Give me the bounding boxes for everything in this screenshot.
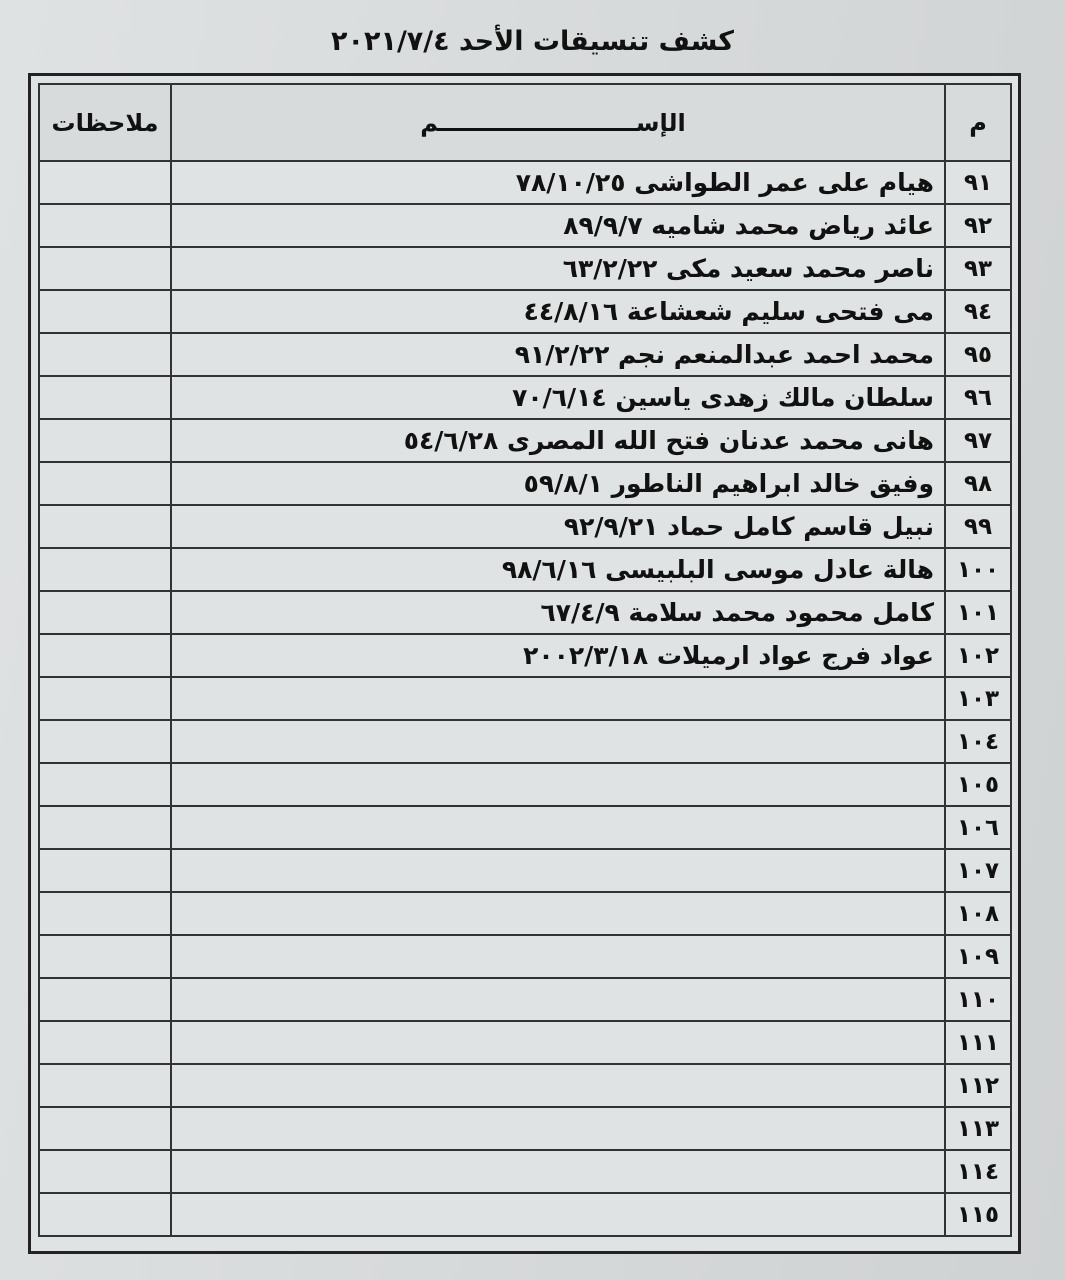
row-number: ١٠٢ [945,634,1011,677]
row-notes [39,634,171,677]
row-name: هالة عادل موسى البلبيسى ٩٨/٦/١٦ [171,548,945,591]
row-notes [39,677,171,720]
row-number: ١٠٦ [945,806,1011,849]
row-name [171,1064,945,1107]
table-frame [28,73,1021,1254]
row-number: ١٠٠ [945,548,1011,591]
row-name: عواد فرج عواد ارميلات ٢٠٠٢/٣/١٨ [171,634,945,677]
row-notes [39,849,171,892]
row-number: ١١٣ [945,1107,1011,1150]
row-notes [39,333,171,376]
table-row [39,505,1011,548]
row-name: وفيق خالد ابراهيم الناطور ٥٩/٨/١ [171,462,945,505]
table-row [39,247,1011,290]
header-notes: ملاحظات [39,84,171,161]
names-table [38,83,1012,1237]
page-title: كشف تنسيقات الأحد ٢٠٢١/٧/٤ [331,26,734,57]
row-notes [39,806,171,849]
table-row [39,376,1011,419]
row-name [171,763,945,806]
row-name: هيام على عمر الطواشى ٧٨/١٠/٢٥ [171,161,945,204]
row-notes [39,419,171,462]
table-body [39,161,1011,1236]
row-number: ٩١ [945,161,1011,204]
table-row [39,892,1011,935]
row-name [171,892,945,935]
row-notes [39,1021,171,1064]
row-name [171,849,945,892]
row-number: ١٠٥ [945,763,1011,806]
table-row [39,204,1011,247]
row-name: ناصر محمد سعيد مكى ٦٣/٢/٢٢ [171,247,945,290]
table-header-row [39,84,1011,161]
row-notes [39,462,171,505]
table-row [39,806,1011,849]
row-name [171,978,945,1021]
row-name [171,806,945,849]
row-number: ٩٦ [945,376,1011,419]
row-name: مى فتحى سليم شعشاعة ٤٤/٨/١٦ [171,290,945,333]
table-row [39,849,1011,892]
table-row [39,1150,1011,1193]
table-row [39,419,1011,462]
row-name [171,1150,945,1193]
row-name: كامل محمود محمد سلامة ٦٧/٤/٩ [171,591,945,634]
row-name: محمد احمد عبدالمنعم نجم ٩١/٢/٢٢ [171,333,945,376]
row-name [171,720,945,763]
row-number: ١١٤ [945,1150,1011,1193]
row-name [171,935,945,978]
row-number: ١١٥ [945,1193,1011,1236]
row-number: ٩٩ [945,505,1011,548]
table-row [39,548,1011,591]
table-row [39,333,1011,376]
row-name [171,1107,945,1150]
row-name [171,1193,945,1236]
table-row [39,720,1011,763]
row-notes [39,1193,171,1236]
row-number: ١٠٣ [945,677,1011,720]
table-row [39,1107,1011,1150]
table-row [39,935,1011,978]
row-number: ٩٨ [945,462,1011,505]
row-notes [39,892,171,935]
row-number: ١٠٩ [945,935,1011,978]
row-notes [39,720,171,763]
table-row [39,677,1011,720]
table-row [39,1021,1011,1064]
row-notes [39,763,171,806]
table-row [39,763,1011,806]
table-row [39,290,1011,333]
table-row [39,1064,1011,1107]
row-number: ٩٧ [945,419,1011,462]
row-notes [39,1064,171,1107]
row-notes [39,935,171,978]
row-name [171,677,945,720]
row-number: ٩٣ [945,247,1011,290]
table-row [39,1193,1011,1236]
row-name: نبيل قاسم كامل حماد ٩٢/٩/٢١ [171,505,945,548]
row-notes [39,1150,171,1193]
table-row [39,634,1011,677]
table-row [39,161,1011,204]
row-notes [39,376,171,419]
row-notes [39,247,171,290]
row-number: ١١١ [945,1021,1011,1064]
row-notes [39,204,171,247]
table-row [39,462,1011,505]
row-name [171,1021,945,1064]
row-notes [39,505,171,548]
table-row [39,591,1011,634]
row-name: سلطان مالك زهدى ياسين ٧٠/٦/١٤ [171,376,945,419]
row-notes [39,1107,171,1150]
row-notes [39,548,171,591]
row-notes [39,161,171,204]
row-notes [39,978,171,1021]
row-number: ١١٠ [945,978,1011,1021]
header-name: الإســــــــــــــــــــــــم [171,84,945,161]
row-name: هانى محمد عدنان فتح الله المصرى ٥٤/٦/٢٨ [171,419,945,462]
header-num: م [945,84,1011,161]
row-name: عائد رياض محمد شاميه ٨٩/٩/٧ [171,204,945,247]
row-notes [39,290,171,333]
row-number: ١١٢ [945,1064,1011,1107]
row-number: ٩٢ [945,204,1011,247]
table-row [39,978,1011,1021]
row-number: ١٠١ [945,591,1011,634]
row-number: ٩٤ [945,290,1011,333]
row-number: ١٠٨ [945,892,1011,935]
row-number: ١٠٤ [945,720,1011,763]
row-number: ٩٥ [945,333,1011,376]
row-notes [39,591,171,634]
row-number: ١٠٧ [945,849,1011,892]
